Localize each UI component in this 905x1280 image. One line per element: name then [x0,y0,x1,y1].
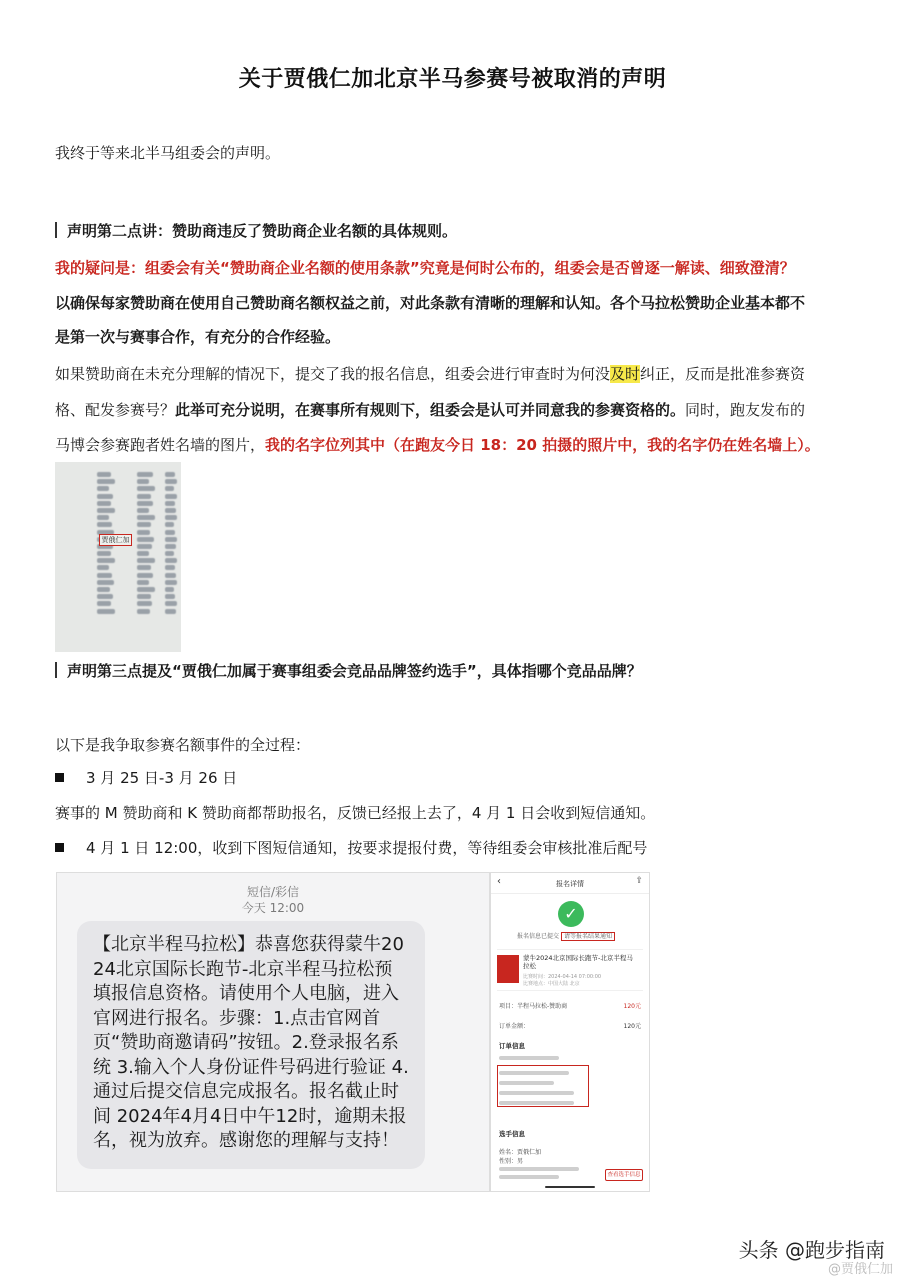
paragraph-two-bold-text: 此举可充分说明，在赛事所有规则下，组委会是认可并同意我的参赛资格的。 [175,401,686,419]
bullet-two [55,837,647,859]
paragraph-two-text: 格、配发参赛号？ [55,401,176,419]
sms-message-bubble: 【北京半程马拉松】恭喜您获得蒙牛2024北京国际长跑节-北京半程马拉松预填报信息资格。请使用个人电脑，进入官网进行报名。步骤：1.点击官网首页“赞助商邀请码”按钮。2.登录报名系统 3.输入个人身份证件号码进行验证 4.通过后提交信息完成报名。报名截止时间 2024年4月4日中午12时，逾期未报名，视为放弃。感谢您的理解与支持！ [77,921,425,1169]
order-field-line [499,1056,559,1060]
registration-detail-screenshot [490,872,650,1192]
order-field-line [499,1091,574,1095]
order-info-heading: 订单信息 [499,1042,525,1050]
sms-time: 今天 12:00 [241,901,305,915]
phone-title: 报名详情 [556,880,584,888]
sms-header: 短信/彩信 [246,885,300,899]
author-watermark: @贾俄仁加 [827,1262,893,1277]
bullet-one-text: 3 月 25 日-3 月 26 日 [86,769,238,787]
order-amount-row [499,1021,641,1030]
quote-bar [55,222,57,238]
quote-bar [55,662,57,678]
result-notice-box: 请等报名结果通知 [561,932,615,941]
paragraph-two-line-1 [55,363,805,385]
intro-paragraph: 我终于等来北半马组委会的声明。 [55,144,281,162]
player-field-line [499,1175,559,1179]
player-name-label: 姓名： [499,1149,518,1156]
name-wall-photo [55,462,181,652]
home-indicator [545,1186,595,1188]
bullet-square-icon [55,843,64,852]
order-field-line [499,1071,569,1075]
player-name-row [499,1147,641,1156]
phone-top-bar [491,873,649,894]
event-location: 比赛地点：中国大陆 北京 [523,981,580,987]
paragraph-two-text: 同时，跑友发布的 [685,401,806,419]
player-field-line [499,1167,579,1171]
point-two-text: 声明第二点讲：赞助商违反了赞助商企业名额的具体规则。 [67,222,458,240]
order-field-line [499,1101,574,1105]
item-label: 项目： [499,1003,518,1010]
paragraph-two-text: 马博会参赛跑者姓名墙的图片， [55,436,266,454]
view-player-info-button[interactable]: 查看选手信息 [605,1169,643,1181]
process-intro: 以下是我争取参赛名额事件的全过程： [55,736,311,754]
event-title: 蒙牛2024北京国际长跑节-北京半程马拉松 [523,954,633,970]
highlighted-name-box: 贾俄仁加 [99,534,132,546]
source-watermark: 头条 @跑步指南 [738,1238,885,1262]
name-column [165,470,177,616]
bullet-square-icon [55,773,64,782]
player-name-value: 贾俄仁加 [517,1149,542,1156]
paragraph-two-text: 纠正，反而是批准参赛资 [640,365,806,383]
order-field-line [499,1081,554,1085]
point-three-line [55,660,642,682]
paragraph-two-line-2 [55,399,805,421]
paragraph-two-text: 如果赞助商在未充分理解的情况下，提交了我的报名信息，组委会进行审查时为何没 [55,365,611,383]
highlighted-text: 及时 [610,365,641,383]
event-card[interactable] [497,949,643,991]
success-check-icon: ✓ [558,901,584,927]
event-time: 比赛时间：2024-04-14 07:00:00 [523,974,602,980]
order-amount-value: 120元 [623,1023,641,1030]
bullet-one-detail: 赛事的 M 赞助商和 K 赞助商都帮助报名，反馈已经报上去了，4 月 1 日会收到短信通知。 [55,804,656,822]
point-two-line [55,220,457,242]
point-three-text: 声明第三点提及“贾俄仁加属于赛事组委会竞品品牌签约选手”，具体指哪个竞品品牌？ [67,662,642,680]
paragraph-one-line-2: 是第一次与赛事合作，有充分的合作经验。 [55,328,341,346]
item-price: 120元 [623,1003,641,1010]
player-gender-row [499,1156,641,1165]
event-thumbnail [497,955,519,983]
name-column [137,470,155,616]
paragraph-two-line-3 [55,434,820,456]
order-amount-label: 订单金额： [499,1023,530,1030]
paragraph-one-line-1: 以确保每家赞助商在使用自己赞助商名额权益之前，对此条款有清晰的理解和认知。各个马拉松赞助企业基本都不 [55,294,806,312]
item-value: 半程马拉松-赞助商 [517,1003,568,1010]
back-icon[interactable]: ‹ [497,876,501,887]
paragraph-two-red-text: 我的名字位列其中（在跑友今日 18：20 拍摄的照片中，我的名字仍在姓名墙上）。 [265,436,820,454]
submit-notice-text: 报名信息已提交 [517,933,560,940]
player-info-heading: 选手信息 [499,1130,525,1138]
question-paragraph: 我的疑问是：组委会有关“赞助商企业名额的使用条款”究竟是何时公布的，组委会是否曾逐一解读、细致澄清？ [55,259,795,277]
player-gender-label: 性别： [499,1158,518,1165]
submit-notice [517,931,615,940]
share-icon[interactable]: ⇪ [635,876,643,886]
item-row [499,1001,641,1010]
page-title: 关于贾俄仁加北京半马参赛号被取消的声明 [238,67,667,92]
player-gender-value: 男 [517,1158,524,1165]
sms-screenshot [56,872,490,1192]
bullet-two-text: 4 月 1 日 12:00，收到下图短信通知，按要求提报付费，等待组委会审核批准后配号 [86,839,648,857]
bullet-one [55,767,237,789]
